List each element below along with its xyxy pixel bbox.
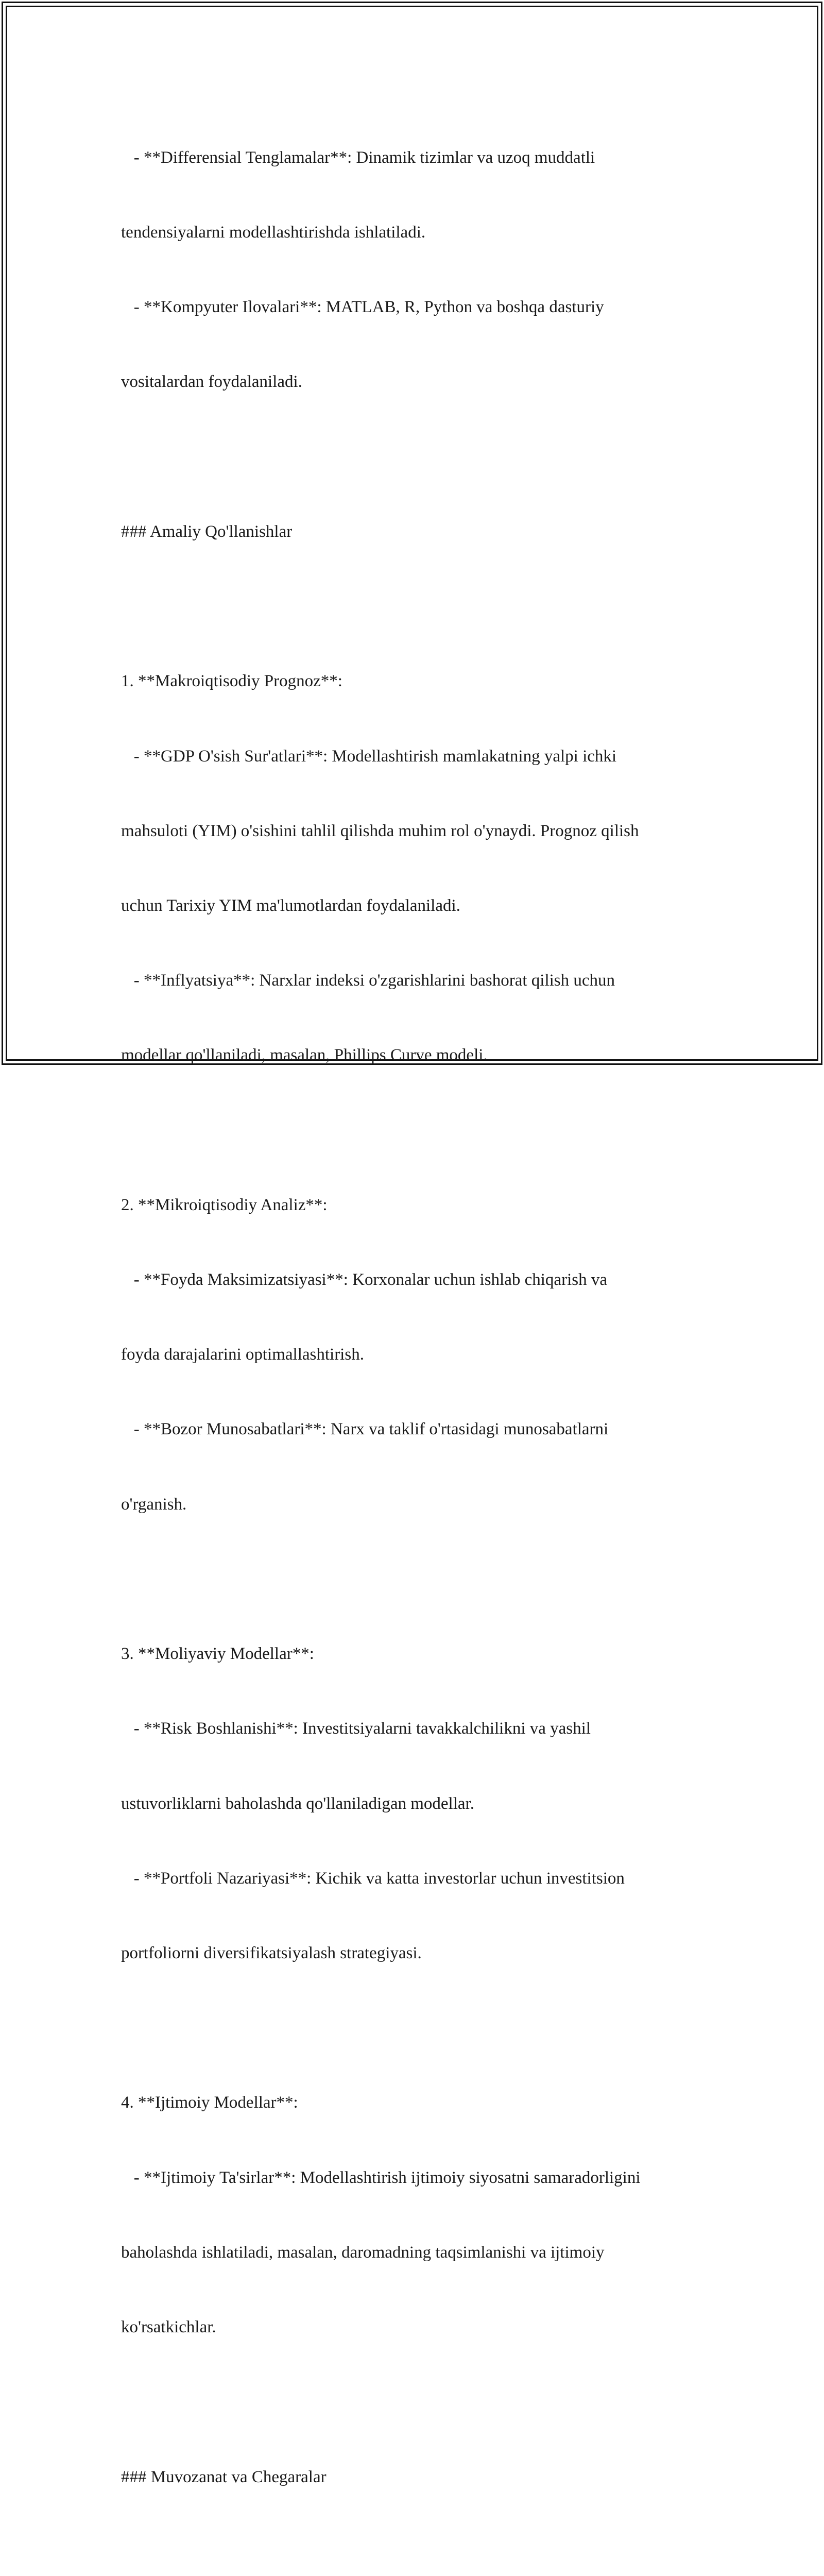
text-line: ko'rsatkichlar. bbox=[121, 2318, 216, 2337]
list-item-heading: 1. **Makroiqtisodiy Prognoz**: bbox=[121, 672, 342, 691]
section-heading: ### Muvozanat va Chegaralar bbox=[121, 2467, 327, 2486]
list-item-heading: 2. **Mikroiqtisodiy Analiz**: bbox=[121, 1195, 328, 1214]
blank-line bbox=[121, 445, 708, 469]
text-line: - **Portfoli Nazariyasi**: Kichik va katta investorlar uchun investitsion bbox=[121, 1869, 625, 1888]
section-heading: ### Amaliy Qo'llanishlar bbox=[121, 522, 293, 541]
blank-line bbox=[121, 594, 708, 619]
blank-line bbox=[121, 1118, 708, 1143]
text-line: foyda darajalarini optimallashtirish. bbox=[121, 1345, 364, 1364]
blank-line bbox=[121, 2389, 708, 2414]
text-line: tendensiyalarni modellashtirishda ishlatiladi. bbox=[121, 223, 426, 242]
text-line: - **Foyda Maksimizatsiyasi**: Korxonalar uchun ishlab chiqarish va bbox=[121, 1270, 607, 1290]
text-line: ustuvorliklarni baholashda qo'llaniladigan modellar. bbox=[121, 1794, 474, 1813]
document-body bbox=[121, 95, 708, 2576]
text-line: vositalardan foydalaniladi. bbox=[121, 372, 302, 392]
list-item-heading: 3. **Moliyaviy Modellar**: bbox=[121, 1645, 314, 1664]
list-item-heading: 4. **Ijtimoiy Modellar**: bbox=[121, 2093, 298, 2112]
text-line: - **Inflyatsiya**: Narxlar indeksi o'zgarishlarini bashorat qilish uchun bbox=[121, 971, 615, 990]
text-line: baholashda ishlatiladi, masalan, daromadning taqsimlanishi va ijtimoiy bbox=[121, 2243, 605, 2262]
blank-line bbox=[121, 2015, 708, 2040]
text-line: uchun Tarixiy YIM ma'lumotlardan foydalaniladi. bbox=[121, 896, 460, 915]
text-line: - **Bozor Munosabatlari**: Narx va taklif o'rtasidagi munosabatlarni bbox=[121, 1420, 609, 1439]
blank-line bbox=[121, 1567, 708, 1591]
text-line: - **Differensial Tenglamalar**: Dinamik tizimlar va uzoq muddatli bbox=[121, 148, 595, 167]
text-line: - **Ijtimoiy Ta'sirlar**: Modellashtirish ijtimoiy siyosatni samaradorligini bbox=[121, 2168, 641, 2187]
text-line: - **Risk Boshlanishi**: Investitsiyalarni tavakkalchilikni va yashil bbox=[121, 1719, 591, 1738]
text-line: portfoliorni diversifikatsiyalash strategiyasi. bbox=[121, 1944, 422, 1962]
text-line: modellar qo'llaniladi, masalan, Phillips Curve modeli. bbox=[121, 1046, 488, 1065]
text-line: - **GDP O'sish Sur'atlari**: Modellashtirish mamlakatning yalpi ichki bbox=[121, 747, 617, 766]
text-line: - **Kompyuter Ilovalari**: MATLAB, R, Python va boshqa dasturiy bbox=[121, 298, 604, 317]
blank-line bbox=[121, 2539, 708, 2564]
text-line: o'rganish. bbox=[121, 1495, 187, 1514]
text-line: mahsuloti (YIM) o'sishini tahlil qilishda muhim rol o'ynaydi. Prognoz qilish bbox=[121, 821, 639, 840]
